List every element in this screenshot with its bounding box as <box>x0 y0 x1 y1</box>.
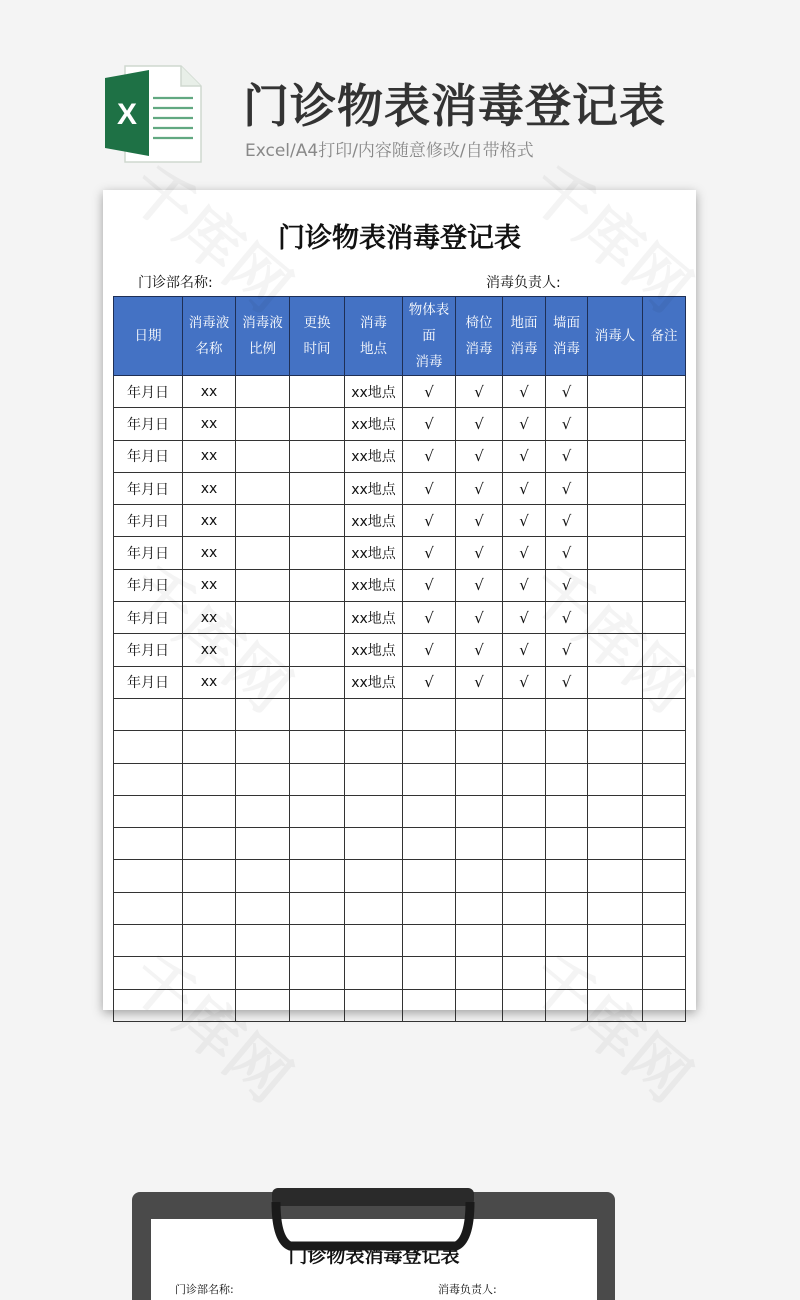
table-cell: √ <box>403 440 456 472</box>
table-cell: xx地点 <box>345 602 403 634</box>
table-cell <box>236 472 290 504</box>
table-cell <box>456 763 503 795</box>
table-cell: xx <box>183 408 236 440</box>
preview-responsible-label: 消毒负责人: <box>438 1283 497 1296</box>
table-cell: √ <box>456 472 503 504</box>
table-cell: √ <box>403 505 456 537</box>
table-cell <box>183 989 236 1021</box>
table-cell <box>183 892 236 924</box>
table-cell <box>290 731 345 763</box>
table-cell <box>345 892 403 924</box>
table-cell <box>236 440 290 472</box>
table-cell: xx <box>183 634 236 666</box>
table-cell <box>114 989 183 1021</box>
table-cell: √ <box>546 602 588 634</box>
table-cell: √ <box>546 634 588 666</box>
table-cell: √ <box>503 537 546 569</box>
table-row <box>114 666 686 698</box>
column-header-line1: 墙面 <box>553 315 580 331</box>
table-row <box>114 505 686 537</box>
table-cell: xx地点 <box>345 505 403 537</box>
table-cell <box>236 698 290 730</box>
table-cell <box>588 957 643 989</box>
table-cell: √ <box>403 602 456 634</box>
disinfection-table <box>113 296 686 1022</box>
table-cell <box>643 698 686 730</box>
column-header-line2: 名称 <box>195 341 223 357</box>
table-cell: xx地点 <box>345 537 403 569</box>
table-cell <box>403 763 456 795</box>
table-row <box>114 925 686 957</box>
table-cell <box>546 731 588 763</box>
column-header-line1: 消毒液 <box>188 315 230 331</box>
table-cell <box>403 892 456 924</box>
table-cell <box>643 666 686 698</box>
table-cell: √ <box>503 505 546 537</box>
table-cell <box>546 860 588 892</box>
table-cell: √ <box>546 440 588 472</box>
table-row <box>114 989 686 1021</box>
table-cell <box>588 925 643 957</box>
table-cell <box>290 440 345 472</box>
column-header-line1: 消毒人 <box>594 328 636 344</box>
table-cell: √ <box>546 666 588 698</box>
column-header-line2: 比例 <box>249 341 276 357</box>
column-header-line2: 消毒 <box>510 341 538 357</box>
table-cell: √ <box>456 602 503 634</box>
table-row <box>114 634 686 666</box>
table-cell: 年月日 <box>114 569 183 601</box>
table-row <box>114 408 686 440</box>
table-cell <box>588 860 643 892</box>
table-cell <box>290 860 345 892</box>
table-cell <box>588 698 643 730</box>
table-cell: √ <box>456 376 503 408</box>
table-cell <box>345 763 403 795</box>
table-cell <box>290 698 345 730</box>
table-cell <box>643 408 686 440</box>
table-cell <box>183 763 236 795</box>
table-cell <box>290 634 345 666</box>
table-cell <box>546 989 588 1021</box>
table-cell <box>643 892 686 924</box>
table-cell <box>345 860 403 892</box>
table-cell <box>114 860 183 892</box>
table-cell <box>236 537 290 569</box>
table-cell: √ <box>546 569 588 601</box>
table-cell <box>183 860 236 892</box>
table-cell <box>290 408 345 440</box>
table-cell: 年月日 <box>114 602 183 634</box>
responsible-label: 消毒负责人: <box>486 275 561 291</box>
table-cell: 年月日 <box>114 537 183 569</box>
table-cell <box>236 763 290 795</box>
column-header-line1: 椅位 <box>465 315 493 331</box>
table-cell <box>183 731 236 763</box>
table-cell <box>588 795 643 827</box>
table-cell <box>546 957 588 989</box>
table-cell: xx <box>183 505 236 537</box>
table-row <box>114 957 686 989</box>
table-cell <box>236 666 290 698</box>
table-row <box>114 731 686 763</box>
table-cell: 年月日 <box>114 634 183 666</box>
table-cell <box>403 925 456 957</box>
page-subtitle: Excel/A4打印/内容随意修改/自带格式 <box>245 141 534 161</box>
table-cell <box>114 731 183 763</box>
table-cell <box>236 634 290 666</box>
table-cell <box>236 505 290 537</box>
table-cell <box>290 828 345 860</box>
clipboard-preview <box>132 1192 615 1300</box>
table-cell <box>546 698 588 730</box>
table-cell <box>403 957 456 989</box>
table-cell <box>290 376 345 408</box>
table-cell <box>588 569 643 601</box>
table-row <box>114 795 686 827</box>
table-cell <box>643 440 686 472</box>
table-row <box>114 828 686 860</box>
table-cell: √ <box>546 408 588 440</box>
table-cell <box>503 698 546 730</box>
table-cell <box>114 795 183 827</box>
column-header <box>503 297 546 376</box>
column-header-line2: 时间 <box>303 341 331 357</box>
table-cell: xx地点 <box>345 472 403 504</box>
table-row <box>114 698 686 730</box>
table-cell <box>546 925 588 957</box>
table-cell: 年月日 <box>114 666 183 698</box>
table-cell <box>345 731 403 763</box>
column-header <box>456 297 503 376</box>
table-cell: xx <box>183 537 236 569</box>
column-header-line1: 消毒液 <box>242 315 283 331</box>
table-cell <box>588 472 643 504</box>
table-cell <box>643 537 686 569</box>
table-cell <box>114 828 183 860</box>
table-cell <box>503 957 546 989</box>
table-cell: √ <box>503 602 546 634</box>
table-cell <box>183 795 236 827</box>
table-cell <box>456 860 503 892</box>
table-cell <box>290 569 345 601</box>
table-cell: √ <box>503 666 546 698</box>
table-cell: 年月日 <box>114 505 183 537</box>
table-cell: √ <box>403 666 456 698</box>
table-cell <box>588 537 643 569</box>
department-label: 门诊部名称: <box>138 275 213 291</box>
table-cell <box>643 472 686 504</box>
table-cell <box>503 860 546 892</box>
table-cell: √ <box>503 634 546 666</box>
table-cell <box>503 892 546 924</box>
column-header <box>183 297 236 376</box>
table-cell: √ <box>403 376 456 408</box>
table-cell <box>403 828 456 860</box>
table-cell <box>290 892 345 924</box>
table-cell: xx <box>183 376 236 408</box>
table-header-row <box>114 297 686 376</box>
table-cell <box>290 666 345 698</box>
table-cell <box>236 602 290 634</box>
table-cell: √ <box>503 472 546 504</box>
table-row <box>114 537 686 569</box>
table-cell <box>643 569 686 601</box>
table-cell: √ <box>546 505 588 537</box>
preview-department-label: 门诊部名称: <box>175 1283 234 1296</box>
table-row <box>114 860 686 892</box>
table-cell: √ <box>503 408 546 440</box>
table-cell: √ <box>503 569 546 601</box>
table-cell <box>114 892 183 924</box>
table-cell: xx <box>183 666 236 698</box>
table-cell <box>503 795 546 827</box>
table-cell <box>588 634 643 666</box>
table-cell: √ <box>456 569 503 601</box>
table-cell <box>503 763 546 795</box>
table-cell <box>588 440 643 472</box>
table-cell <box>236 957 290 989</box>
table-cell: xx地点 <box>345 634 403 666</box>
excel-file-icon <box>105 64 203 164</box>
table-row <box>114 376 686 408</box>
table-cell: √ <box>403 569 456 601</box>
table-cell <box>456 698 503 730</box>
table-cell: √ <box>403 537 456 569</box>
table-cell <box>643 957 686 989</box>
column-header-line2: 消毒 <box>465 341 493 357</box>
table-cell <box>290 989 345 1021</box>
table-cell <box>183 925 236 957</box>
column-header-line1: 消毒 <box>360 315 387 331</box>
table-cell <box>588 602 643 634</box>
table-cell <box>183 828 236 860</box>
table-cell <box>290 537 345 569</box>
table-cell <box>290 925 345 957</box>
table-cell <box>643 860 686 892</box>
table-cell <box>236 795 290 827</box>
preview-title: 门诊物表消毒登记表 <box>288 1245 460 1267</box>
table-row <box>114 892 686 924</box>
column-header <box>643 297 686 376</box>
table-cell <box>290 957 345 989</box>
table-cell: 年月日 <box>114 472 183 504</box>
table-cell: xx <box>183 569 236 601</box>
table-cell: xx地点 <box>345 440 403 472</box>
table-cell <box>345 828 403 860</box>
table-cell: √ <box>503 440 546 472</box>
table-cell: xx地点 <box>345 666 403 698</box>
column-header <box>290 297 345 376</box>
table-cell <box>114 957 183 989</box>
table-cell <box>456 925 503 957</box>
table-cell <box>588 731 643 763</box>
table-cell <box>643 828 686 860</box>
table-cell: xx <box>183 440 236 472</box>
table-cell <box>403 795 456 827</box>
table-cell: 年月日 <box>114 376 183 408</box>
table-cell: √ <box>403 472 456 504</box>
table-cell <box>114 763 183 795</box>
table-cell <box>183 698 236 730</box>
table-cell <box>236 569 290 601</box>
table-cell <box>643 634 686 666</box>
table-row <box>114 472 686 504</box>
table-cell <box>236 860 290 892</box>
table-cell <box>643 925 686 957</box>
column-header-line1: 更换 <box>303 315 331 331</box>
table-cell <box>546 828 588 860</box>
table-cell <box>456 795 503 827</box>
table-cell <box>456 892 503 924</box>
table-cell <box>643 989 686 1021</box>
table-cell: √ <box>546 537 588 569</box>
table-cell: √ <box>503 376 546 408</box>
table-cell <box>456 828 503 860</box>
table-cell: xx <box>183 602 236 634</box>
table-cell: 年月日 <box>114 440 183 472</box>
page-title: 门诊物表消毒登记表 <box>243 79 666 133</box>
table-row <box>114 602 686 634</box>
table-cell: √ <box>546 376 588 408</box>
table-cell <box>403 860 456 892</box>
table-cell <box>643 731 686 763</box>
table-cell <box>345 795 403 827</box>
table-cell <box>588 989 643 1021</box>
table-cell: √ <box>456 634 503 666</box>
table-cell <box>588 828 643 860</box>
column-header-line2: 地点 <box>360 341 387 357</box>
table-cell <box>236 731 290 763</box>
table-cell: √ <box>456 666 503 698</box>
table-cell <box>546 892 588 924</box>
table-cell <box>503 925 546 957</box>
table-cell <box>643 795 686 827</box>
column-header <box>345 297 403 376</box>
table-cell <box>236 828 290 860</box>
table-cell <box>588 892 643 924</box>
table-cell <box>183 957 236 989</box>
column-header <box>588 297 643 376</box>
table-row <box>114 440 686 472</box>
column-header-line1: 日期 <box>134 328 162 344</box>
table-cell <box>290 472 345 504</box>
table-cell <box>588 763 643 795</box>
table-cell <box>643 763 686 795</box>
table-cell: 年月日 <box>114 408 183 440</box>
table-row <box>114 763 686 795</box>
table-cell <box>588 666 643 698</box>
table-cell <box>236 408 290 440</box>
table-cell <box>588 408 643 440</box>
table-cell: xx地点 <box>345 569 403 601</box>
table-cell <box>456 989 503 1021</box>
column-header-line2: 消毒 <box>415 354 443 370</box>
table-cell <box>345 957 403 989</box>
column-header <box>114 297 183 376</box>
table-row <box>114 569 686 601</box>
table-cell: √ <box>456 537 503 569</box>
table-cell <box>403 731 456 763</box>
sheet-title: 门诊物表消毒登记表 <box>278 223 521 254</box>
table-cell: √ <box>456 440 503 472</box>
table-cell <box>403 698 456 730</box>
table-cell <box>290 505 345 537</box>
table-cell: √ <box>546 472 588 504</box>
table-cell <box>236 989 290 1021</box>
table-cell <box>643 376 686 408</box>
table-cell <box>114 925 183 957</box>
table-cell <box>546 795 588 827</box>
column-header-line1: 地面 <box>510 315 538 331</box>
column-header-line1: 备注 <box>650 328 678 344</box>
column-header <box>546 297 588 376</box>
table-cell <box>643 602 686 634</box>
table-cell <box>643 505 686 537</box>
sheet-preview <box>103 190 696 1010</box>
table-cell <box>588 505 643 537</box>
column-header <box>236 297 290 376</box>
table-cell <box>345 989 403 1021</box>
column-header-line1: 物体表面 <box>408 302 450 344</box>
table-cell <box>290 763 345 795</box>
table-cell <box>345 925 403 957</box>
table-cell: xx <box>183 472 236 504</box>
table-cell <box>456 957 503 989</box>
table-cell: √ <box>403 408 456 440</box>
table-cell <box>503 989 546 1021</box>
table-cell <box>290 795 345 827</box>
table-cell: xx地点 <box>345 408 403 440</box>
table-cell <box>456 731 503 763</box>
table-cell <box>503 828 546 860</box>
table-cell <box>114 698 183 730</box>
table-cell: √ <box>456 505 503 537</box>
table-cell <box>236 892 290 924</box>
table-cell: √ <box>456 408 503 440</box>
table-cell: xx地点 <box>345 376 403 408</box>
clipboard-clip-icon <box>266 1184 480 1256</box>
table-cell <box>588 376 643 408</box>
table-cell: √ <box>403 634 456 666</box>
table-cell <box>236 925 290 957</box>
table-cell <box>236 376 290 408</box>
table-cell <box>345 698 403 730</box>
column-header <box>403 297 456 376</box>
table-cell <box>503 731 546 763</box>
column-header-line2: 消毒 <box>553 341 580 357</box>
table-cell <box>290 602 345 634</box>
table-cell <box>403 989 456 1021</box>
table-cell <box>546 763 588 795</box>
svg-text:X: X <box>116 98 138 131</box>
